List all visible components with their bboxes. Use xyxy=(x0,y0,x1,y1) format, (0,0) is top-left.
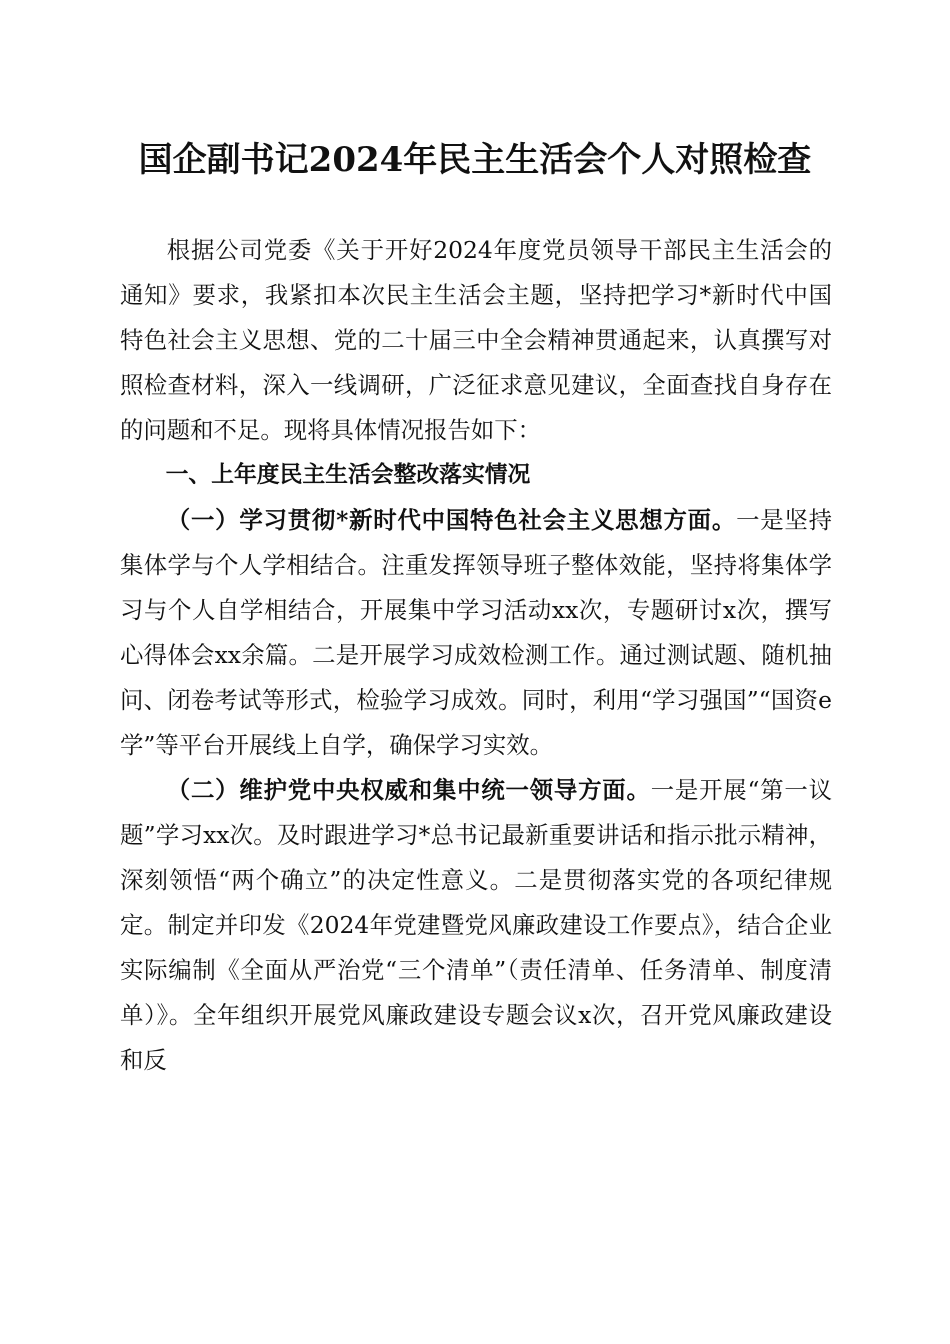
paragraph-study xyxy=(120,498,832,768)
section-heading: 一、上年度民主生活会整改落实情况 xyxy=(165,462,531,488)
paragraph-study-text: 一是坚持集体学与个人学相结合。注重发挥领导班子整体效能，坚持将集体学习与个人自学相结合，开展集中学习活动xx次，专题研讨x次，撰写心得体会xx余篇。二是开展学习成效检测工作。通过测试题、随机抽问、闭卷考试等形式，检验学习成效。同时，利用“学习强国”“国资e学”等平台开展线上自学，确保学习实效。 xyxy=(120,506,833,759)
document-title: 国企副书记2024年民主生活会个人对照检查 xyxy=(138,140,812,180)
paragraph-authority-text: 一是开展“第一议题”学习xx次。及时跟进学习*总书记最新重要讲话和指示批示精神，深刻领悟“两个确立”的决定性意义。二是贯彻落实党的各项纪律规定。制定并印发《2024年党建暨党风廉政建设工作要点》，结合企业实际编制《全面从严治党“三个清单”（责任清单、任务清单、制度清单）》。全年组织开展党风廉政建设专题会议x次，召开党风廉政建设和反 xyxy=(120,776,833,1074)
document-body xyxy=(120,228,832,1083)
paragraph-authority-lead: （二）维护党中央权威和集中统一领导方面。 xyxy=(166,776,651,804)
paragraph-authority xyxy=(120,768,832,1083)
paragraph-study-lead: （一）学习贯彻*新时代中国特色社会主义思想方面。 xyxy=(166,506,737,534)
intro-paragraph: 根据公司党委《关于开好2024年度党员领导干部民主生活会的通知》要求，我紧扣本次民主生活会主题，坚持把学习*新时代中国特色社会主义思想、党的二十届三中全会精神贯通起来，认真撰写对照检查材料，深入一线调研，广泛征求意见建议，全面查找自身存在的问题和不足。现将具体情况报告如下： xyxy=(120,236,832,444)
